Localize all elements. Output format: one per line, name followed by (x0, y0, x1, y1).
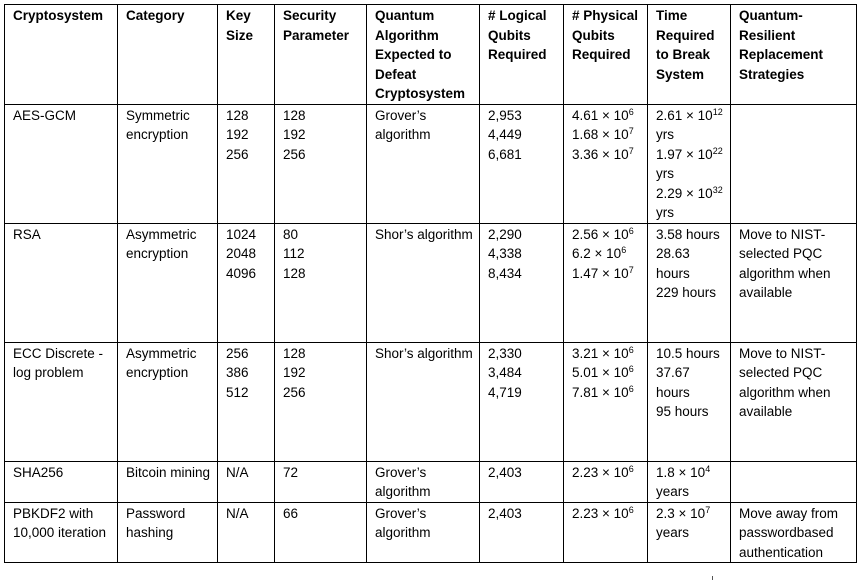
table-row (5, 223, 857, 342)
quantum-algorithm-cell: Grover’s algorithm (367, 502, 480, 563)
value-mantissa: 1.68 × (572, 127, 614, 142)
physical-qubits-cell (564, 342, 648, 461)
value-mantissa: 2.23 × (572, 505, 614, 521)
value-mantissa: 7.81 × (572, 384, 614, 400)
value-exponent: 7 (705, 504, 711, 515)
header-cell: # Logical Qubits Required (480, 5, 564, 105)
value-unit: yrs (656, 166, 674, 181)
physical-qubits-cell (564, 104, 648, 223)
value-base: 10 (613, 226, 629, 242)
security-parameter-value: 192 (283, 365, 306, 380)
value-exponent: 6 (628, 463, 634, 474)
security-parameter-value: 128 (283, 345, 306, 361)
category-cell: Password hashing (118, 502, 218, 563)
value-unit: years (656, 484, 690, 499)
value-exponent: 6 (628, 364, 634, 374)
key-size-cell (218, 342, 275, 461)
time-to-break-cell (648, 502, 731, 563)
value-exponent: 6 (628, 106, 634, 117)
value-base: 10 (613, 107, 629, 123)
logical-qubits-cell (480, 342, 564, 461)
physical-qubits-value (572, 463, 641, 483)
time-value (656, 106, 724, 145)
time-value (656, 463, 724, 502)
physical-qubits-value (572, 106, 641, 126)
value-base: 10 (613, 384, 629, 400)
key-size-value: 2048 (226, 246, 257, 261)
value-mantissa: 2.56 × (572, 226, 614, 242)
security-parameter-cell (275, 502, 367, 563)
value-mantissa: 4.61 × (572, 107, 614, 123)
key-size-value: 4096 (226, 265, 257, 281)
value-unit: years (656, 525, 690, 540)
time-value: 28.63 hours (656, 246, 690, 281)
replacement-strategy-cell: Move to NIST-selected PQC algorithm when available (731, 342, 857, 461)
quantum-threat-table (4, 4, 857, 563)
value-mantissa: 5.01 × (572, 365, 614, 380)
replacement-strategy-cell (731, 104, 857, 223)
key-size-value: N/A (226, 464, 249, 480)
value-mantissa: 1.8 × (656, 464, 691, 480)
logical-qubits-cell (480, 104, 564, 223)
key-size-value: 1024 (226, 226, 257, 242)
physical-qubits-value (572, 244, 641, 264)
physical-qubits-value (572, 225, 641, 245)
cryptosystem-cell: AES-GCM (5, 104, 118, 223)
header-cell: Time Required to Break System (648, 5, 731, 105)
key-size-value: 386 (226, 365, 249, 380)
table-row (5, 502, 857, 563)
value-mantissa: 3.36 × (572, 146, 614, 162)
key-size-value: N/A (226, 505, 249, 521)
value-base: 10 (697, 185, 713, 201)
physical-qubits-value (572, 145, 641, 165)
cryptosystem-cell: RSA (5, 223, 118, 342)
cryptosystem-cell: SHA256 (5, 461, 118, 502)
logical-qubits-value: 2,403 (488, 464, 522, 480)
time-value (656, 504, 724, 543)
value-base: 10 (697, 146, 713, 162)
physical-qubits-value (572, 344, 641, 364)
value-mantissa: 6.2 × (572, 246, 607, 261)
value-base: 10 (606, 246, 622, 261)
value-exponent: 4 (705, 463, 711, 474)
value-exponent: 32 (712, 184, 723, 195)
logical-qubits-cell (480, 461, 564, 502)
value-mantissa: 2.23 × (572, 464, 614, 480)
logical-qubits-value: 6,681 (488, 146, 522, 162)
value-mantissa: 1.97 × (656, 146, 698, 162)
header-cell: Key Size (218, 5, 275, 105)
category-cell: Symmetric encryption (118, 104, 218, 223)
physical-qubits-cell (564, 223, 648, 342)
key-size-value: 256 (226, 345, 249, 361)
cryptosystem-cell: PBKDF2 with 10,000 iteration (5, 502, 118, 563)
quantum-algorithm-cell: Shor’s algorithm (367, 223, 480, 342)
key-size-cell (218, 223, 275, 342)
header-cell: Quantum-Resilient Replacement Strategies (731, 5, 857, 105)
logical-qubits-cell (480, 223, 564, 342)
logical-qubits-value: 4,719 (488, 384, 522, 400)
security-parameter-value: 192 (283, 127, 306, 142)
value-exponent: 7 (628, 264, 634, 275)
category-cell: Bitcoin mining (118, 461, 218, 502)
time-to-break-cell (648, 223, 731, 342)
physical-qubits-value (572, 125, 641, 145)
value-exponent: 22 (712, 145, 723, 156)
replacement-strategy-cell: Move away from passwordbased authentication (731, 502, 857, 563)
security-parameter-cell (275, 461, 367, 502)
value-exponent: 7 (628, 145, 634, 156)
security-parameter-value: 66 (283, 505, 299, 521)
physical-qubits-cell (564, 461, 648, 502)
security-parameter-value: 112 (283, 246, 305, 261)
logical-qubits-value: 4,449 (488, 127, 522, 142)
logical-qubits-value: 2,403 (488, 505, 522, 521)
header-row (5, 5, 857, 105)
replacement-strategy-cell: Move to NIST-selected PQC algorithm when available (731, 223, 857, 342)
time-value: 3.58 hours (656, 226, 720, 242)
value-base: 10 (613, 127, 629, 142)
key-size-value: 192 (226, 127, 249, 142)
security-parameter-value: 128 (283, 107, 306, 123)
value-mantissa: 2.29 × (656, 185, 698, 201)
header-cell: Security Parameter (275, 5, 367, 105)
time-value: 95 hours (656, 404, 709, 419)
table-row (5, 342, 857, 461)
value-exponent: 6 (621, 245, 627, 255)
logical-qubits-value: 3,484 (488, 365, 522, 380)
value-exponent: 6 (628, 225, 634, 236)
table-body (5, 104, 857, 563)
value-base: 10 (613, 345, 629, 361)
value-exponent: 7 (628, 126, 634, 136)
security-parameter-value: 80 (283, 226, 299, 242)
header-cell: Quantum Algorithm Expected to Defeat Cryptosystem (367, 5, 480, 105)
header-cell: # Physical Qubits Required (564, 5, 648, 105)
physical-qubits-value (572, 504, 641, 524)
logical-qubits-value: 8,434 (488, 265, 522, 281)
quantum-algorithm-cell: Grover’s algorithm (367, 104, 480, 223)
value-exponent: 6 (628, 504, 634, 515)
security-parameter-cell (275, 342, 367, 461)
value-base: 10 (690, 464, 706, 480)
key-size-value: 256 (226, 146, 249, 162)
time-value (656, 184, 724, 223)
logical-qubits-value: 4,338 (488, 246, 522, 261)
value-base: 10 (613, 464, 629, 480)
table-row (5, 461, 857, 502)
logical-qubits-cell (480, 502, 564, 563)
value-mantissa: 3.21 × (572, 345, 614, 361)
value-base: 10 (613, 505, 629, 521)
value-base: 10 (613, 265, 629, 281)
value-base: 10 (690, 505, 706, 521)
physical-qubits-value (572, 383, 641, 403)
value-exponent: 6 (628, 383, 634, 394)
logical-qubits-value: 2,953 (488, 107, 522, 123)
physical-qubits-value (572, 363, 641, 383)
quantum-algorithm-cell: Grover’s algorithm (367, 461, 480, 502)
time-value: 10.5 hours (656, 345, 720, 361)
key-size-cell (218, 502, 275, 563)
security-parameter-value: 256 (283, 384, 306, 400)
value-base: 10 (613, 365, 629, 380)
category-cell: Asymmetric encryption (118, 342, 218, 461)
security-parameter-cell (275, 104, 367, 223)
page-edge-mark (712, 576, 713, 580)
header-cell: Category (118, 5, 218, 105)
security-parameter-value: 256 (283, 146, 306, 162)
time-to-break-cell (648, 104, 731, 223)
time-to-break-cell (648, 461, 731, 502)
quantum-algorithm-cell: Shor’s algorithm (367, 342, 480, 461)
time-value: 229 hours (656, 285, 717, 300)
value-exponent: 6 (628, 344, 634, 355)
value-unit: yrs (656, 127, 674, 142)
security-parameter-value: 72 (283, 464, 299, 480)
value-base: 10 (697, 107, 713, 123)
value-mantissa: 2.3 × (656, 505, 691, 521)
time-value (656, 145, 724, 184)
security-parameter-value: 128 (283, 265, 306, 281)
value-mantissa: 1.47 × (572, 265, 614, 281)
logical-qubits-value: 2,330 (488, 345, 522, 361)
replacement-strategy-cell (731, 461, 857, 502)
key-size-value: 512 (226, 384, 249, 400)
key-size-cell (218, 461, 275, 502)
key-size-cell (218, 104, 275, 223)
physical-qubits-value (572, 264, 641, 284)
cryptosystem-cell: ECC Discrete -log problem (5, 342, 118, 461)
category-cell: Asymmetric encryption (118, 223, 218, 342)
value-mantissa: 2.61 × (656, 107, 698, 123)
value-base: 10 (613, 146, 629, 162)
key-size-value: 128 (226, 107, 249, 123)
logical-qubits-value: 2,290 (488, 226, 522, 242)
table-row (5, 104, 857, 223)
header-cell: Cryptosystem (5, 5, 118, 105)
time-to-break-cell (648, 342, 731, 461)
value-unit: yrs (656, 205, 674, 220)
value-exponent: 12 (712, 106, 723, 117)
time-value: 37.67 hours (656, 365, 690, 400)
security-parameter-cell (275, 223, 367, 342)
physical-qubits-cell (564, 502, 648, 563)
